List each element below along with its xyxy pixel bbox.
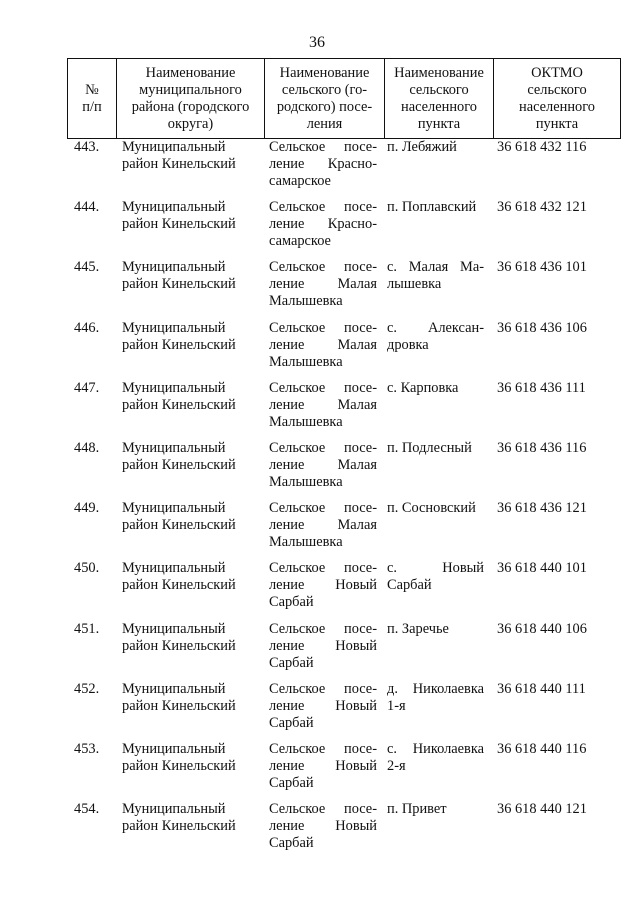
cell-line: ление Малая [269, 517, 377, 534]
table-row [0, 560, 634, 620]
locality-cell [387, 500, 484, 517]
header-line: Наименование [394, 64, 484, 81]
oktmo-cell: 36 618 440 111 [497, 680, 586, 697]
cell-line: ление Новый [269, 637, 377, 654]
table-row [0, 139, 634, 199]
cell-line: с. Николаевка [387, 740, 484, 757]
oktmo-cell: 36 618 440 101 [497, 560, 587, 577]
table-row [0, 380, 634, 440]
cell-line: ление Красно- [269, 216, 377, 233]
cell-line: Сарбай [269, 654, 314, 671]
locality-cell [387, 621, 484, 638]
municipal-cell [122, 801, 264, 835]
locality-cell [387, 801, 484, 818]
cell-line: район Кинельский [122, 456, 236, 473]
row-number: 449. [74, 500, 100, 517]
oktmo-cell: 36 618 436 101 [497, 259, 587, 276]
cell-line: ление Малая [269, 276, 377, 293]
cell-line: Сельское посе- [269, 680, 377, 697]
cell-line: Муниципальный [122, 680, 226, 697]
settlement-cell [269, 199, 377, 250]
oktmo-cell: 36 618 440 121 [497, 801, 587, 818]
oktmo-cell: 36 618 436 111 [497, 379, 586, 396]
page-number: 36 [309, 34, 325, 51]
cell-line: Малышевка [269, 534, 343, 551]
header-settlement [265, 59, 385, 139]
header-line: населенного [519, 98, 595, 115]
settlement-cell [269, 560, 377, 611]
row-number: 450. [74, 560, 100, 577]
cell-line: Сельское посе- [269, 199, 377, 216]
row-number: 444. [74, 199, 100, 216]
oktmo-cell: 36 618 440 106 [497, 620, 587, 637]
oktmo-cell: 36 618 436 116 [497, 439, 587, 456]
table-row [0, 741, 634, 801]
cell-line: ление Новый [269, 577, 377, 594]
municipal-cell [122, 621, 264, 655]
header-line: родского) посе- [276, 98, 373, 115]
cell-line: Сельское посе- [269, 560, 377, 577]
cell-line: п. Сосновский [387, 500, 476, 517]
cell-line: лышевка [387, 276, 442, 293]
cell-line: 2-я [387, 757, 406, 774]
settlement-cell [269, 500, 377, 551]
cell-line: район Кинельский [122, 818, 236, 835]
cell-line: п. Привет [387, 801, 447, 818]
cell-line: Муниципальный [122, 560, 226, 577]
cell-line: с. Алексан- [387, 319, 484, 336]
oktmo-cell: 36 618 440 116 [497, 740, 587, 757]
cell-line: Малышевка [269, 353, 343, 370]
cell-line: ление Красно- [269, 156, 377, 172]
municipal-cell [122, 320, 264, 354]
cell-line: самарское [269, 173, 331, 189]
header-num [68, 59, 117, 139]
cell-line: Сарбай [387, 577, 432, 594]
oktmo-cell: 36 618 436 106 [497, 319, 587, 336]
cell-line: Сельское посе- [269, 259, 377, 276]
cell-line: Сельское посе- [269, 620, 377, 637]
cell-line: с. Новый [387, 560, 484, 577]
municipal-cell [122, 139, 264, 173]
cell-line: район Кинельский [122, 577, 236, 594]
cell-line: ление Малая [269, 456, 377, 473]
cell-line: п. Поплавский [387, 199, 477, 216]
row-number: 443. [74, 139, 100, 155]
header-line: ления [306, 115, 343, 132]
municipal-cell [122, 259, 264, 293]
cell-line: Муниципальный [122, 740, 226, 757]
cell-line: Малышевка [269, 473, 343, 490]
cell-line: Сарбай [269, 835, 314, 852]
locality-cell [387, 380, 484, 397]
cell-line: с. Карповка [387, 379, 459, 396]
cell-line: ление Малая [269, 336, 377, 353]
municipal-cell [122, 440, 264, 474]
cell-line: Малышевка [269, 293, 343, 310]
cell-line: район Кинельский [122, 396, 236, 413]
cell-line: с. Малая Ма- [387, 259, 484, 276]
municipal-cell [122, 500, 264, 534]
cell-line: Муниципальный [122, 801, 226, 818]
header-municipal [117, 59, 265, 139]
cell-line: Муниципальный [122, 620, 226, 637]
cell-line: район Кинельский [122, 156, 236, 172]
row-number: 451. [74, 620, 100, 637]
cell-line: Муниципальный [122, 319, 226, 336]
table-row [0, 440, 634, 500]
cell-line: Сельское посе- [269, 500, 377, 517]
header-line: Наименование [145, 64, 236, 81]
locality-cell [387, 681, 484, 715]
row-number: 447. [74, 379, 100, 396]
oktmo-cell: 36 618 432 121 [497, 199, 587, 216]
cell-line: Муниципальный [122, 199, 226, 216]
settlement-cell [269, 380, 377, 431]
row-number: 452. [74, 680, 100, 697]
cell-line: Сельское посе- [269, 139, 377, 155]
municipal-cell [122, 741, 264, 775]
table-row [0, 500, 634, 560]
cell-line: ление Новый [269, 757, 377, 774]
header-line: пункта [417, 115, 461, 132]
row-number: 446. [74, 319, 100, 336]
row-number: 445. [74, 259, 100, 276]
header-oktmo [494, 59, 621, 139]
cell-line: Сельское посе- [269, 319, 377, 336]
oktmo-cell: 36 618 432 116 [497, 139, 587, 155]
table-body [0, 139, 634, 861]
settlement-cell [269, 681, 377, 732]
header-line: п/п [82, 98, 102, 115]
header-line: пункта [535, 115, 579, 132]
cell-line: район Кинельский [122, 697, 236, 714]
header-line: муниципального [139, 81, 242, 98]
table-row [0, 801, 634, 861]
cell-line: Муниципальный [122, 439, 226, 456]
row-number: 454. [74, 801, 100, 818]
cell-line: дровка [387, 336, 429, 353]
municipal-cell [122, 199, 264, 233]
locality-cell [387, 440, 484, 457]
cell-line: ление Новый [269, 697, 377, 714]
settlement-cell [269, 621, 377, 672]
municipal-cell [122, 380, 264, 414]
settlement-cell [269, 741, 377, 792]
table-row [0, 259, 634, 319]
header-line: ОКТМО [531, 64, 583, 81]
locality-cell [387, 320, 484, 354]
cell-line: район Кинельский [122, 517, 236, 534]
settlement-cell [269, 320, 377, 371]
cell-line: 1-я [387, 697, 406, 714]
row-number: 453. [74, 740, 100, 757]
locality-cell [387, 259, 484, 293]
header-line: сельского [409, 81, 469, 98]
table-row [0, 621, 634, 681]
settlement-cell [269, 259, 377, 310]
municipal-cell [122, 560, 264, 594]
cell-line: Сельское посе- [269, 379, 377, 396]
row-number: 448. [74, 439, 100, 456]
cell-line: Малышевка [269, 413, 343, 430]
cell-line: Сельское посе- [269, 801, 377, 818]
header-line: Наименование [279, 64, 370, 81]
cell-line: самарское [269, 233, 331, 250]
locality-cell [387, 560, 484, 594]
cell-line: Муниципальный [122, 139, 226, 155]
locality-cell [387, 199, 484, 216]
cell-line: район Кинельский [122, 757, 236, 774]
header-line: сельского [527, 81, 587, 98]
settlement-cell [269, 801, 377, 852]
header-line: сельского (го- [281, 81, 368, 98]
cell-line: Муниципальный [122, 259, 226, 276]
settlement-cell [269, 440, 377, 491]
settlement-cell [269, 139, 377, 190]
cell-line: ление Новый [269, 818, 377, 835]
table-row [0, 681, 634, 741]
cell-line: Сарбай [269, 774, 314, 791]
header-line: № [85, 81, 99, 98]
table-row [0, 320, 634, 380]
cell-line: Муниципальный [122, 379, 226, 396]
cell-line: Сельское посе- [269, 439, 377, 456]
cell-line: Муниципальный [122, 500, 226, 517]
locality-cell [387, 139, 484, 156]
cell-line: район Кинельский [122, 336, 236, 353]
cell-line: д. Николаевка [387, 680, 484, 697]
header-locality [385, 59, 494, 139]
cell-line: район Кинельский [122, 216, 236, 233]
header-line: населенного [401, 98, 477, 115]
table-row [0, 199, 634, 259]
oktmo-cell: 36 618 436 121 [497, 500, 587, 517]
header-line: района (городского [131, 98, 250, 115]
cell-line: район Кинельский [122, 637, 236, 654]
municipal-cell [122, 681, 264, 715]
cell-line: п. Лебяжий [387, 139, 457, 155]
locality-cell [387, 741, 484, 775]
cell-line: п. Подлесный [387, 439, 472, 456]
header-line: округа) [167, 115, 214, 132]
cell-line: ление Малая [269, 396, 377, 413]
table-header [67, 58, 621, 139]
cell-line: п. Заречье [387, 620, 449, 637]
cell-line: Сарбай [269, 594, 314, 611]
cell-line: район Кинельский [122, 276, 236, 293]
cell-line: Сельское посе- [269, 740, 377, 757]
cell-line: Сарбай [269, 714, 314, 731]
